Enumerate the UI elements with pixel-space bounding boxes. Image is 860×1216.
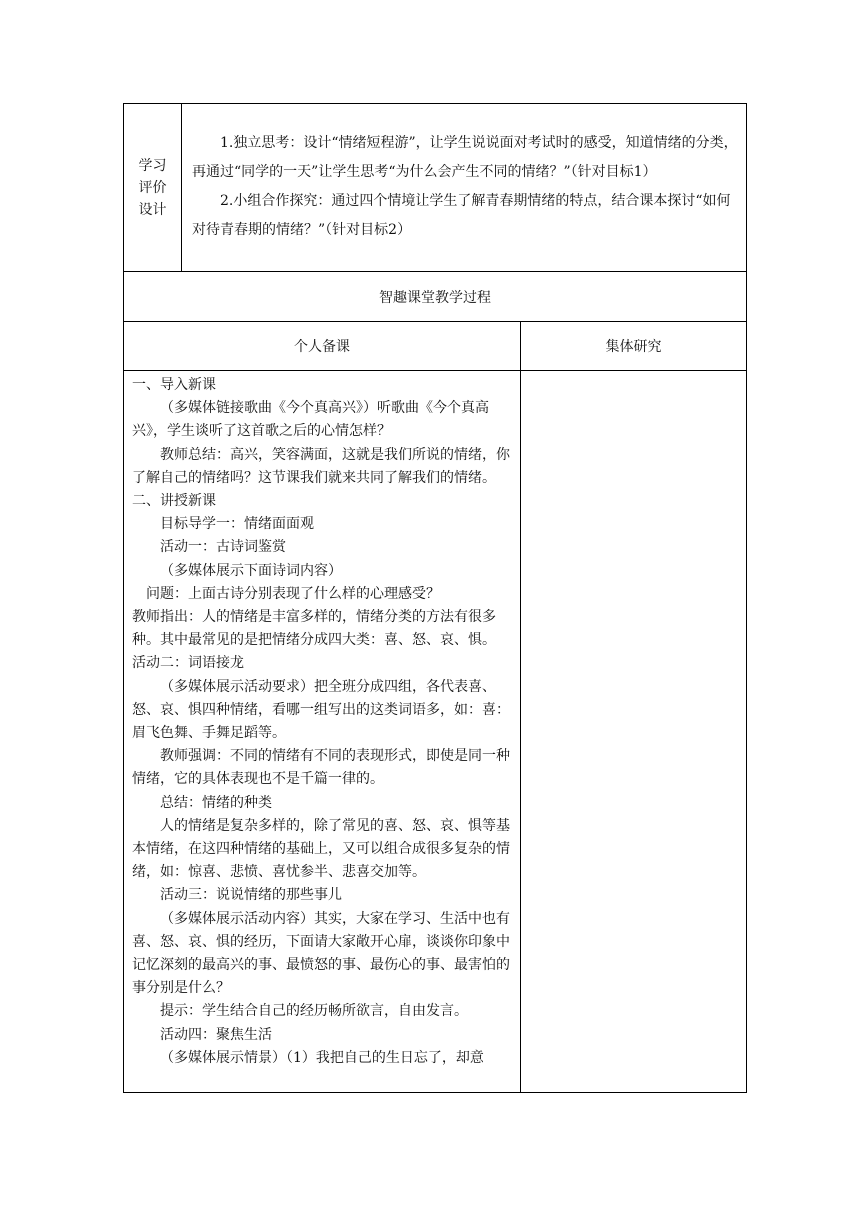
paragraph: （多媒体展示下面诗词内容） xyxy=(160,562,342,579)
paragraph: 问题：上面古诗分别表现了什么样的心理感受？ xyxy=(146,585,440,602)
eval-row xyxy=(124,104,747,272)
paragraph: （多媒体展示活动内容）其实，大家在学习、生活中也有喜、怒、哀、惧的经历，下面请大家敞开心扉，谈谈你印象中记忆深刻的最高兴的事、最愤怒的事、最伤心的事、最害怕的事分别是什么？ xyxy=(132,910,510,997)
eval-label-line: 设计 xyxy=(138,201,167,218)
section-heading: 二、讲授新课 xyxy=(132,493,216,510)
group-research-content xyxy=(521,371,747,1093)
paragraph: 教师强调：不同的情绪有不同的表现形式，即使是同一种情绪，它的具体表现也不是千篇一律的。 xyxy=(132,748,510,788)
process-title-row xyxy=(124,272,747,322)
lesson-plan-table xyxy=(123,103,747,1093)
column-personal-prep: 个人备课 xyxy=(124,322,521,371)
paragraph: 提示：学生结合自己的经历畅所欲言，自由发言。 xyxy=(160,1003,468,1020)
body-row xyxy=(124,371,747,1093)
section-heading: 一、导入新课 xyxy=(132,377,216,393)
eval-label-cell xyxy=(124,104,182,272)
column-header-row xyxy=(124,322,747,371)
document-page xyxy=(123,103,746,1093)
paragraph: 总结：情绪的种类 xyxy=(160,794,272,811)
personal-prep-content xyxy=(124,371,521,1093)
eval-label-line: 评价 xyxy=(138,179,167,196)
paragraph: 教师总结：高兴，笑容满面，这就是我们所说的情绪，你了解自己的情绪吗？这节课我们就来共同了解我们的情绪。 xyxy=(132,446,510,486)
eval-content-cell xyxy=(182,104,747,272)
paragraph: 活动二：词语接龙 xyxy=(132,655,244,672)
column-group-research: 集体研究 xyxy=(521,322,747,371)
paragraph: 活动三：说说情绪的那些事儿 xyxy=(160,887,342,904)
process-title: 智趣课堂教学过程 xyxy=(124,272,747,322)
paragraph: （多媒体展示情景）（1）我把自己的生日忘了，却意 xyxy=(160,1049,484,1066)
paragraph: 活动一：古诗词鉴赏 xyxy=(160,539,286,556)
eval-item: 2.小组合作探究：通过四个情境让学生了解青春期情绪的特点，结合课本探讨“如何对待青春期的情绪？”（针对目标2） xyxy=(192,192,731,238)
eval-label-line: 学习 xyxy=(138,157,167,174)
eval-item: 1.独立思考：设计“情绪短程游”，让学生说说面对考试时的感受，知道情绪的分类，再通过“同学的一天”让学生思考“为什么会产生不同的情绪？”（针对目标1） xyxy=(192,134,738,180)
paragraph: 教师指出：人的情绪是丰富多样的，情绪分类的方法有很多种。其中最常见的是把情绪分成四大类：喜、怒、哀、惧。 xyxy=(132,609,496,649)
paragraph: （多媒体链接歌曲《今个真高兴》）听歌曲《今个真高兴》，学生谈听了这首歌之后的心情怎样？ xyxy=(132,400,489,440)
paragraph: 目标导学一：情绪面面观 xyxy=(160,516,314,533)
paragraph: 活动四：聚焦生活 xyxy=(160,1026,272,1043)
paragraph: （多媒体展示活动要求）把全班分成四组，各代表喜、怒、哀、惧四种情绪，看哪一组写出的这类词语多，如：喜：眉飞色舞、手舞足蹈等。 xyxy=(132,678,510,742)
paragraph: 人的情绪是复杂多样的，除了常见的喜、怒、哀、惧等基本情绪，在这四种情绪的基础上，又可以组合成很多复杂的情绪，如：惊喜、悲愤、喜忧参半、悲喜交加等。 xyxy=(132,817,510,881)
